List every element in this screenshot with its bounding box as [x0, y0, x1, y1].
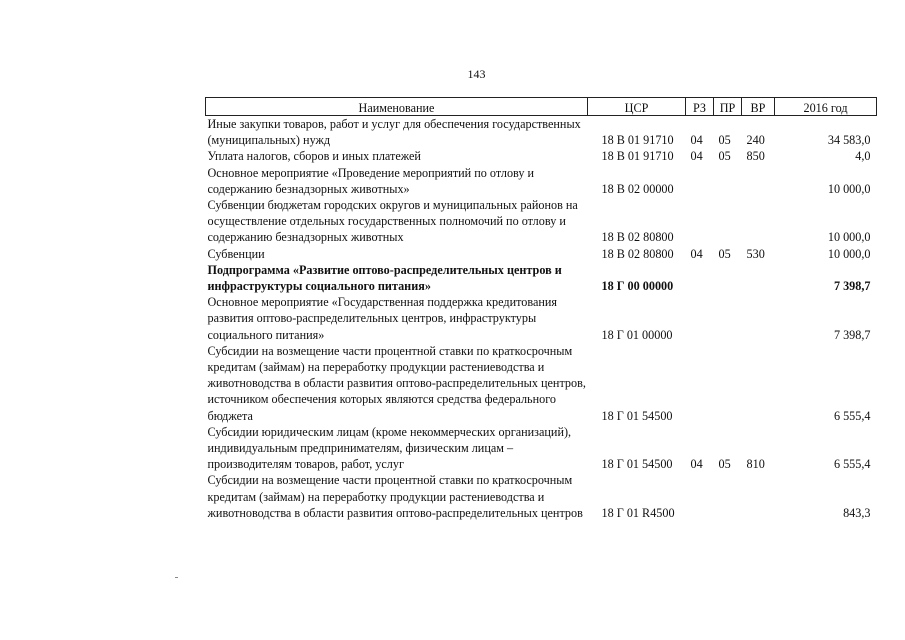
table-row: [206, 197, 877, 246]
cell-sum: 10 000,0: [827, 181, 871, 196]
cell-sum: 843,3: [843, 505, 871, 520]
cell-pr: [714, 165, 742, 197]
cell-vr: [742, 294, 775, 343]
cell-rz: [686, 165, 714, 197]
cell-name: Субсидии на возмещение части процентной ставки по краткосрочным кредитам (займам) на переработку продукции растениеводства и животноводства в области развития оптово-распределительных центров, источником обеспечения которых являются средства федерального бюджета: [207, 343, 586, 423]
header-csr: ЦСР: [588, 98, 686, 116]
cell-rz: [686, 294, 714, 343]
cell-csr: 18 В 01 91710: [601, 133, 674, 148]
cell-name: Основное мероприятие «Государственная поддержка кредитования развития оптово-распределительных центров, инфраструктуры социального питания»: [207, 295, 558, 342]
cell-rz: [686, 343, 714, 424]
cell-sum: 10 000,0: [827, 230, 871, 245]
cell-csr: 18 В 02 80800: [601, 246, 674, 261]
header-rz: РЗ: [686, 98, 714, 116]
cell-csr: 18 В 01 91710: [601, 149, 674, 164]
cell-vr: [742, 472, 775, 521]
cell-name: Основное мероприятие «Проведение мероприятий по отлову и содержанию безнадзорных животных»: [207, 165, 535, 196]
cell-name: Субвенции: [207, 246, 265, 261]
cell-rz: [686, 472, 714, 521]
table-row: [206, 424, 877, 473]
cell-csr: 18 Г 01 R4500: [601, 505, 675, 520]
cell-csr: 18 Г 01 54500: [601, 408, 673, 423]
table-row: [206, 246, 877, 262]
cell-rz: 04: [690, 457, 703, 472]
header-year: 2016 год: [775, 98, 877, 116]
cell-sum: 34 583,0: [827, 133, 871, 148]
cell-name: Уплата налогов, сборов и иных платежей: [207, 149, 421, 164]
cell-pr: 05: [718, 246, 731, 261]
cell-name: Субсидии юридическим лицам (кроме некоммерческих организаций), индивидуальным предпринимателям, физическим лицам – производителям товаров, работ, услуг: [207, 424, 572, 472]
cell-sum: 6 555,4: [833, 408, 871, 423]
cell-sum: 7 398,7: [833, 279, 871, 294]
cell-vr: [742, 165, 775, 197]
cell-name: Субвенции бюджетам городских округов и муниципальных районов на осуществление отдельных государственных полномочий по отлову и содержанию безнадзорных животных: [207, 198, 578, 245]
cell-name: Субсидии на возмещение части процентной ставки по краткосрочным кредитам (займам) на переработку продукции растениеводства и животноводства в области развития оптово-распределительных центров: [207, 473, 583, 520]
table-row: [206, 148, 877, 164]
table-body: [206, 116, 877, 522]
cell-rz: 04: [690, 149, 703, 164]
cell-name: Подпрограмма «Развитие оптово-распределительных центров и инфраструктуры социального питания»: [207, 262, 562, 294]
cell-pr: [714, 197, 742, 246]
cell-vr: [742, 197, 775, 246]
cell-csr: 18 В 02 80800: [601, 230, 674, 245]
cell-rz: 04: [690, 246, 703, 261]
cell-vr: 530: [746, 246, 765, 261]
cell-name: Иные закупки товаров, работ и услуг для обеспечения государственных (муниципальных) нужд: [207, 117, 581, 148]
margin-mark: [175, 577, 178, 578]
cell-rz: 04: [690, 133, 703, 148]
header-name: Наименование: [206, 98, 588, 116]
table-header-row: [206, 98, 877, 116]
table-row: [206, 343, 877, 424]
header-pr: ПР: [714, 98, 742, 116]
cell-sum: 6 555,4: [833, 457, 871, 472]
cell-pr: 05: [718, 149, 731, 164]
cell-pr: [714, 262, 742, 294]
table-row-subprogram: [206, 262, 877, 294]
cell-vr: 850: [746, 149, 765, 164]
cell-rz: [686, 262, 714, 294]
cell-sum: 10 000,0: [827, 246, 871, 261]
cell-csr: 18 Г 00 00000: [601, 279, 674, 294]
table-row: [206, 165, 877, 197]
cell-pr: [714, 343, 742, 424]
header-vr: ВР: [742, 98, 775, 116]
cell-vr: [742, 262, 775, 294]
table-row: [206, 294, 877, 343]
cell-csr: 18 Г 01 00000: [601, 327, 673, 342]
cell-vr: 240: [746, 133, 765, 148]
cell-pr: 05: [718, 133, 731, 148]
cell-csr: 18 В 02 00000: [601, 181, 674, 196]
cell-sum: 4,0: [855, 149, 871, 164]
cell-pr: 05: [718, 457, 731, 472]
cell-sum: 7 398,7: [833, 327, 871, 342]
table-row: [206, 472, 877, 521]
cell-pr: [714, 294, 742, 343]
budget-table: [205, 97, 877, 521]
cell-pr: [714, 472, 742, 521]
cell-csr: 18 Г 01 54500: [601, 457, 673, 472]
table-row: [206, 116, 877, 149]
cell-rz: [686, 197, 714, 246]
cell-vr: 810: [746, 457, 765, 472]
page-number: 143: [467, 67, 486, 81]
cell-vr: [742, 343, 775, 424]
